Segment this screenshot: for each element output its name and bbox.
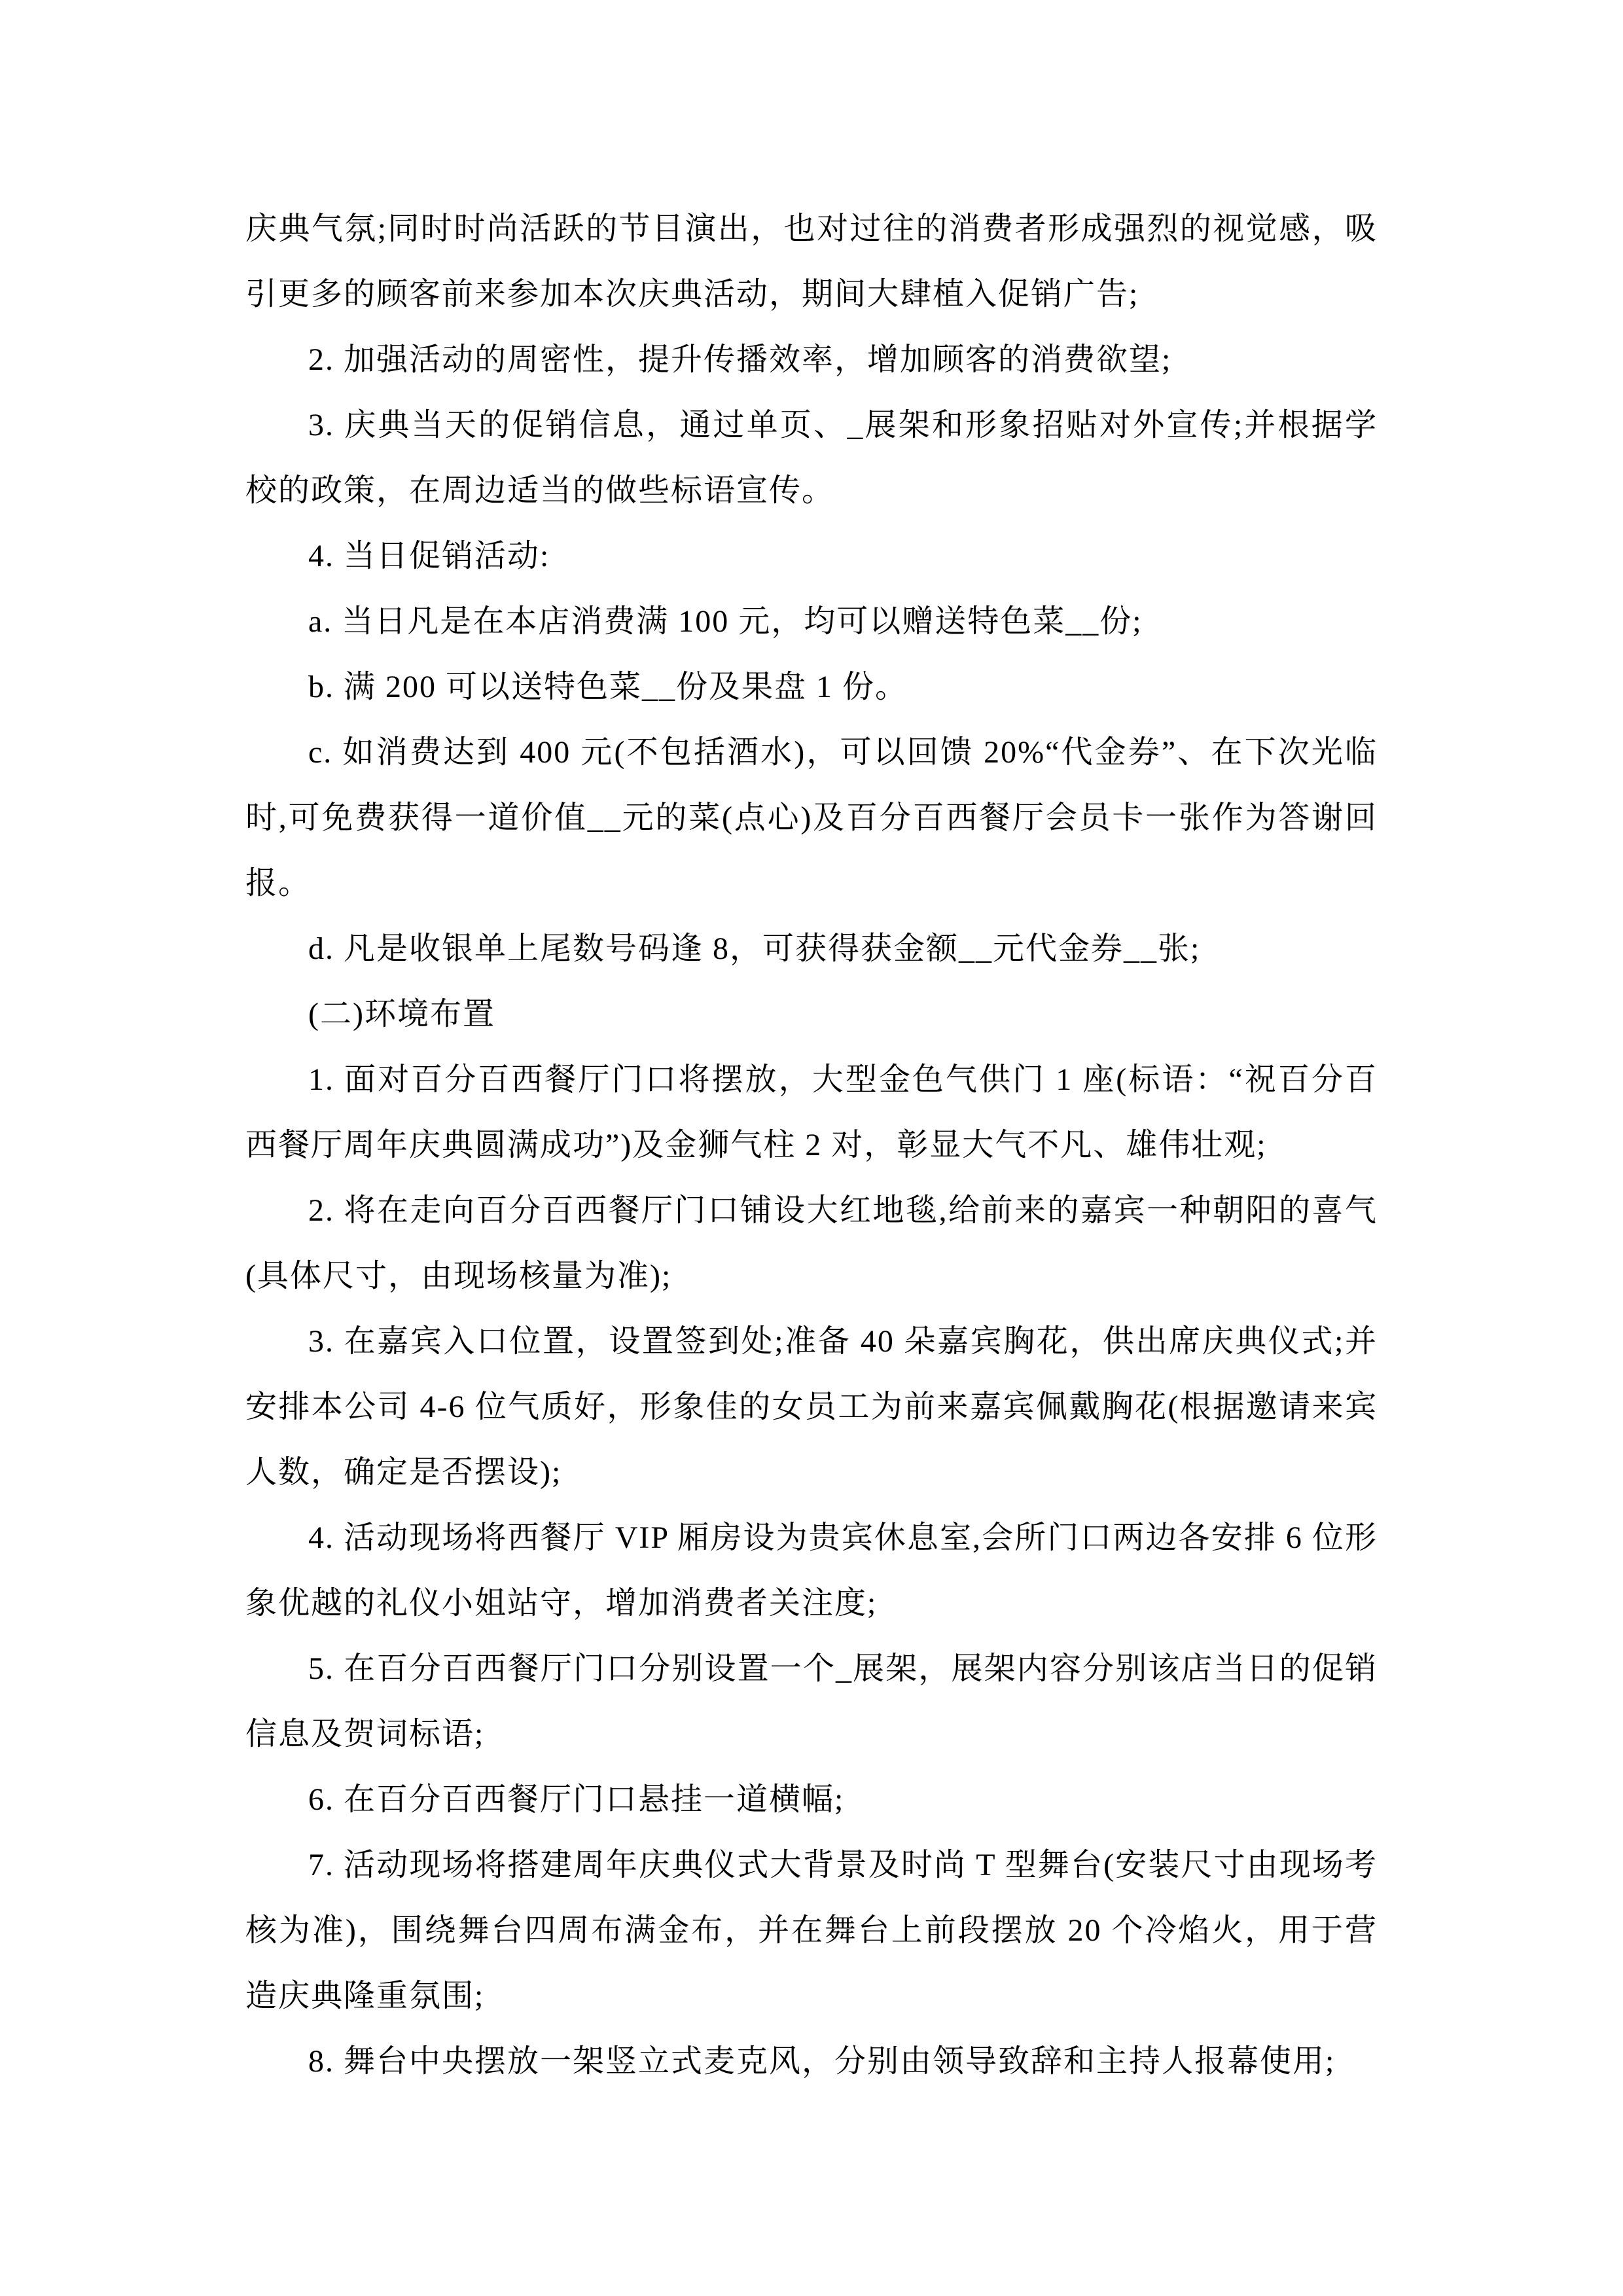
paragraph: (二)环境布置 [308,997,495,1031]
paragraph: 庆典气氛;同时时尚活跃的节目演出，也对过往的消费者形成强烈的视觉感，吸引更多的顾客前来参加本次庆典活动，期间大肆植入促销广告; [245,211,1378,312]
paragraph: 4. 活动现场将西餐厅 VIP 厢房设为贵宾休息室,会所门口两边各安排 6 位形象优越的礼仪小姐站守，增加消费者关注度; [245,1520,1378,1621]
paragraph: 5. 在百分百西餐厅门口分别设置一个_展架，展架内容分别该店当日的促销信息及贺词标语; [245,1651,1378,1751]
paragraph: 3. 在嘉宾入口位置，设置签到处;准备 40 朵嘉宾胸花，供出席庆典仪式;并安排本公司 4-6 位气质好，形象佳的女员工为前来嘉宾佩戴胸花(根据邀请来宾人数，确定是否摆设); [245,1324,1378,1490]
paragraph: 1. 面对百分百西餐厅门口将摆放，大型金色气供门 1 座(标语：“祝百分百西餐厅周年庆典圆满成功”)及金狮气柱 2 对，彰显大气不凡、雄伟壮观; [245,1062,1378,1162]
paragraph: 7. 活动现场将搭建周年庆典仪式大背景及时尚 T 型舞台(安装尺寸由现场考核为准)，围绕舞台四周布满金布，并在舞台上前段摆放 20 个冷焰火，用于营造庆典隆重氛围; [245,1848,1378,2013]
paragraph: d. 凡是收银单上尾数号码逢 8，可获得获金额__元代金券__张; [308,931,1201,966]
document-body [245,196,1378,2094]
paragraph: b. 满 200 可以送特色菜__份及果盘 1 份。 [308,670,908,704]
paragraph: 4. 当日促销活动: [308,539,550,573]
paragraph: 2. 加强活动的周密性，提升传播效率，增加顾客的消费欲望; [308,342,1172,377]
paragraph: 3. 庆典当天的促销信息，通过单页、_展架和形象招贴对外宣传;并根据学校的政策，在周边适当的做些标语宣传。 [245,408,1378,508]
paragraph: a. 当日凡是在本店消费满 100 元，均可以赠送特色菜__份; [308,604,1143,639]
paragraph: 2. 将在走向百分百西餐厅门口铺设大红地毯,给前来的嘉宾一种朝阳的喜气(具体尺寸，由现场核量为准); [245,1193,1378,1293]
paragraph: 8. 舞台中央摆放一架竖立式麦克风，分别由领导致辞和主持人报幕使用; [308,2044,1336,2079]
paragraph: c. 如消费达到 400 元(不包括酒水)，可以回馈 20%“代金券”、在下次光临时,可免费获得一道价值__元的菜(点心)及百分百西餐厅会员卡一张作为答谢回报。 [245,735,1378,901]
paragraph: 6. 在百分百西餐厅门口悬挂一道横幅; [308,1782,845,1817]
